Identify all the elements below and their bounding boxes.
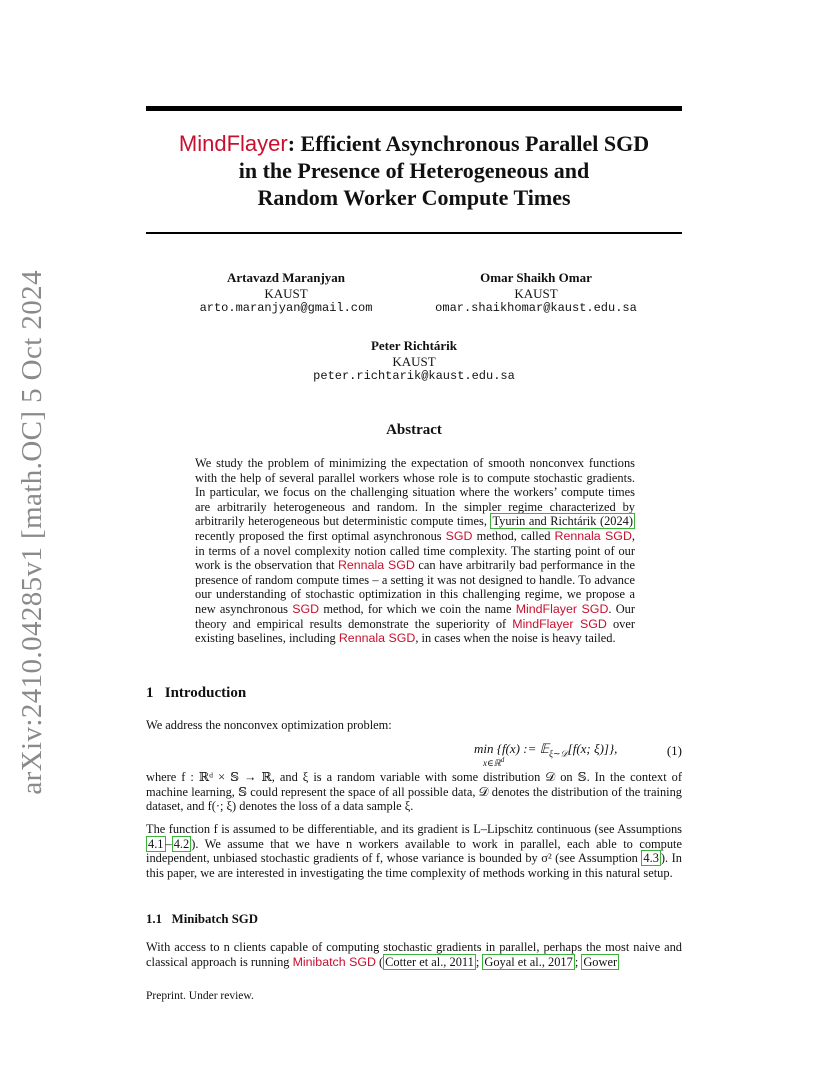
author-3: Peter Richtárik KAUST peter.richtarik@kaust.edu.sa xyxy=(296,338,532,385)
citation-tyurin[interactable]: Tyurin and Richtárik (2024) xyxy=(492,514,633,529)
title-top-rule xyxy=(146,106,682,111)
title-brand: MindFlayer xyxy=(178,131,288,156)
section-1-1-heading: 1.1 Minibatch SGD xyxy=(146,912,259,926)
section-1-heading: 1 Introduction xyxy=(146,685,247,701)
abstract-heading: Abstract xyxy=(386,422,442,438)
intro-paragraph-2: where f : ℝᵈ × 𝕊 → ℝ, and ξ is a random variable with some distribution 𝒟 on 𝕊. In the context of machine learning, 𝕊 could represent the space of all possible data, 𝒟 denotes the distribution of the training dataset, and f(·; ξ) denotes the loss of a data sample ξ. xyxy=(146,770,682,814)
title-bottom-rule xyxy=(146,232,682,234)
ref-assumption-4-3[interactable]: 4.3 xyxy=(643,851,659,866)
equation-1 xyxy=(146,741,682,767)
author-3-email[interactable]: peter.richtarik@kaust.edu.sa xyxy=(313,369,515,383)
equation-1-subscript: x∈ℝ$^d$ xyxy=(483,756,505,768)
paper-title: MindFlayer: Efficient Asynchronous Parallel SGD in the Presence of Heterogeneous and Random Worker Compute Times xyxy=(178,131,650,210)
minibatch-sgd-term: Minibatch SGD xyxy=(292,954,376,969)
equation-1-label: (1) xyxy=(666,743,682,758)
citation-cotter[interactable]: Cotter et al., 2011 xyxy=(385,954,474,969)
citation-gower[interactable]: Gower xyxy=(583,954,618,969)
citation-goyal[interactable]: Goyal et al., 2017 xyxy=(484,954,573,969)
author-1: Artavazd Maranjyan KAUST arto.maranjyan@gmail.com xyxy=(196,270,376,317)
ref-assumption-4-2[interactable]: 4.2 xyxy=(173,836,190,851)
intro-paragraph-1: We address the nonconvex optimization problem: xyxy=(146,718,392,732)
equation-1-body: min {f(x) := 𝔼$_{\xi\sim 𝒟}$[f(x; ξ)]}, xyxy=(474,741,618,759)
mindflayer-term: MindFlayer SGD xyxy=(515,601,609,616)
sgd-term: SGD xyxy=(445,528,473,543)
arxiv-stamp: arXiv:2410.04285v1 [math.OC] 5 Oct 2024 xyxy=(16,270,48,795)
author-1-email[interactable]: arto.maranjyan@gmail.com xyxy=(199,301,373,315)
abstract-body: We study the problem of minimizing the expectation of smooth nonconvex functions with the help of several parallel workers whose role is to compute stochastic gradients. In particular, we focus on the challenging situation where the workers’ compute times are arbitrarily heterogeneous and random. In the simpler regime characterized by arbitrarily heterogeneous but deterministic compute times, Tyurin and Richtárik (2024) recently proposed the first optimal asynchronous SGD method, called Rennala SGD, in terms of a novel complexity notion called time complexity. The starting point of our work is the observation that Rennala SGD can have arbitrarily bad performance in the presence of random compute times – a setting it was not designed to handle. To advance our understanding of stochastic optimization in this challenging regime, we propose a new asynchronous SGD method, for which we coin the name MindFlayer SGD. Our theory and empirical results demonstrate the superiority of MindFlayer SGD over existing baselines, including Rennala SGD, in cases when the noise is heavy tailed. xyxy=(195,456,636,646)
rennala-term: Rennala SGD xyxy=(554,528,632,543)
author-2-email[interactable]: omar.shaikhomar@kaust.edu.sa xyxy=(435,301,637,315)
author-2: Omar Shaikh Omar KAUST omar.shaikhomar@kaust.edu.sa xyxy=(421,270,651,317)
minibatch-paragraph: With access to n clients capable of computing stochastic gradients in parallel, perhaps the most naive and classical approach is running Minibatch SGD ( Cotter et al., 2011 ; Goyal et al., 2017 ; Gower xyxy=(146,940,682,969)
footer-note: Preprint. Under review. xyxy=(146,990,254,1002)
intro-paragraph-3: The function f is assumed to be differentiable, and its gradient is L–Lipschitz continuous (see Assumptions 4.1 – 4.2 ). We assume that we have n workers available to work in parallel, each able to compute independent, unbiased stochastic gradients of f, whose variance is bounded by σ² (see Assumption 4.3 ). In this paper, we are interested in investigating the time complexity of methods working in this natural setup. xyxy=(146,822,682,880)
ref-assumption-4-1[interactable]: 4.1 xyxy=(148,836,164,851)
